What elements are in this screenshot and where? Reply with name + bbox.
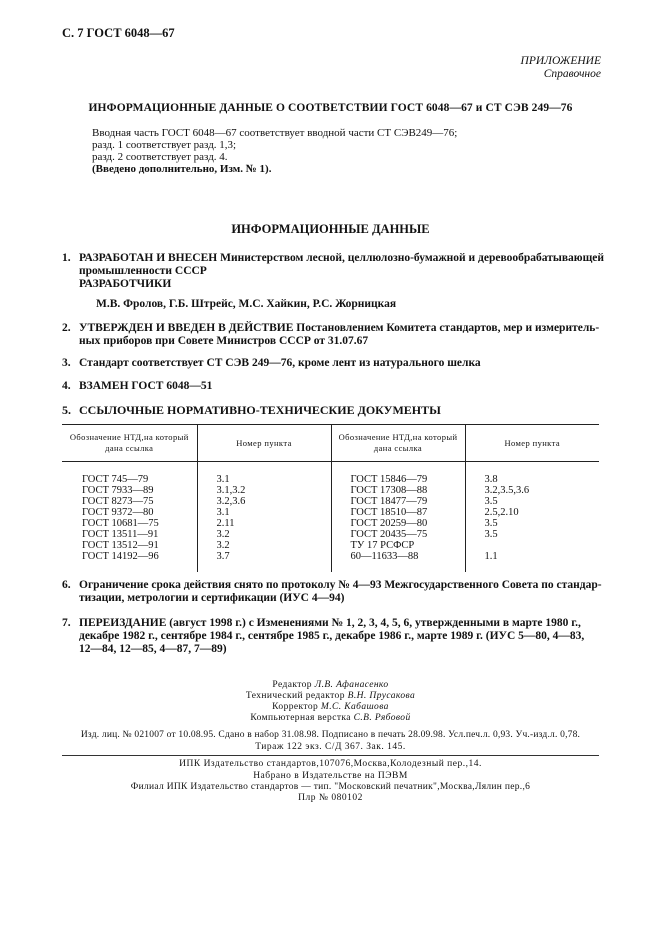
table-cell: ГОСТ 745—79	[62, 462, 197, 486]
compliance-title: ИНФОРМАЦИОННЫЕ ДАННЫЕ О СООТВЕТСТВИИ ГОСТ 6048—67 и СТ СЭВ 249—76	[88, 102, 573, 114]
table-cell: 3.2,3.6	[197, 496, 331, 507]
item-number: 6.	[62, 579, 71, 591]
table-cell: ГОСТ 20259—80	[331, 518, 465, 529]
table-cell: 3.5	[484, 518, 498, 529]
table-row	[62, 507, 599, 518]
item-text: Ограничение срока действия снято по протоколу № 4—93 Межгосударственного Совета по стандар-	[79, 579, 602, 591]
table-cell: 60—11633—88	[331, 551, 465, 572]
table-cell: ГОСТ 17308—88	[331, 485, 465, 496]
credit-editor: Редактор Л.В. Афанасенко	[272, 680, 389, 690]
compliance-text	[92, 127, 457, 175]
credit-proofreader: Корректор М.С. Кабашова	[272, 702, 389, 712]
table-row	[62, 496, 599, 507]
table-cell: ГОСТ 13512—91	[62, 540, 197, 551]
table-cell: ГОСТ 14192—96	[62, 551, 197, 572]
imprint-line-3: ИПК Издательство стандартов,107076,Москва,Колодезный пер.,14.	[179, 759, 482, 769]
item-text: ных приборов при Совете Министров СССР от 31.07.67	[79, 335, 369, 347]
table-cell	[465, 540, 599, 551]
table-cell: 2.5,2.10	[484, 507, 519, 518]
info-item-2	[62, 322, 599, 348]
item-text: ССЫЛОЧНЫЕ НОРМАТИВНО-ТЕХНИЧЕСКИЕ ДОКУМЕНТЫ	[79, 403, 441, 417]
col-header-ntd: Обозначение НТД,на который дана ссылка	[62, 425, 197, 462]
table-row	[62, 485, 599, 496]
table-cell: 3.2	[197, 529, 331, 540]
table-row	[62, 518, 599, 529]
table-row	[62, 462, 599, 486]
imprint-line-6: Плр № 080102	[298, 793, 363, 803]
table-cell: 3.2,3.5,3.6	[484, 485, 530, 496]
compliance-note: (Введено дополнительно, Изм. № 1).	[92, 163, 272, 175]
item-number: 5.	[62, 403, 71, 417]
item-number: 4.	[62, 380, 71, 392]
table-cell: 2.11	[197, 518, 331, 529]
item-text: РАЗРАБОТЧИКИ	[79, 278, 172, 290]
developers-list: М.В. Фролов, Г.Б. Штрейс, М.С. Хайкин, Р.С. Жорницкая	[96, 298, 397, 310]
table-cell: 3.7	[197, 551, 331, 572]
table-cell: 3.5	[484, 496, 498, 507]
item-number: 3.	[62, 357, 71, 369]
item-text: РАЗРАБОТАН И ВНЕСЕН Министерством лесной, целлюлозно-бумажной и деревообрабатывающей	[79, 252, 605, 264]
info-title: ИНФОРМАЦИОННЫЕ ДАННЫЕ	[231, 222, 430, 236]
item-text: декабре 1982 г., сентябре 1984 г., сентябре 1985 г., декабре 1986 г., марте 1989 г. (ИУС 5—80, 4—83,	[79, 630, 585, 642]
imprint-line-1: Изд. лиц. № 021007 от 10.08.95. Сдано в набор 31.08.98. Подписано в печать 28.09.98. Усл.печ.л. 0,93. Уч.-изд.л. 0,78.	[80, 730, 581, 740]
table-cell: ГОСТ 13511—91	[62, 529, 197, 540]
info-item-5	[62, 404, 441, 417]
appendix-title: ПРИЛОЖЕНИЕ	[520, 55, 601, 67]
item-text: ВЗАМЕН ГОСТ 6048—51	[79, 380, 213, 392]
info-item-6	[62, 579, 602, 605]
item-text: УТВЕРЖДЕН И ВВЕДЕН В ДЕЙСТВИЕ Постановлением Комитета стандартов, мер и измеритель-	[79, 322, 600, 334]
compliance-line: Вводная часть ГОСТ 6048—67 соответствует вводной части СТ СЭВ249—76;	[92, 127, 458, 139]
table-cell: ГОСТ 7933—89	[62, 485, 197, 496]
appendix-subtitle: Справочное	[543, 68, 601, 80]
table-cell: ГОСТ 18510—87	[331, 507, 465, 518]
table-row	[62, 551, 599, 572]
item-number: 1.	[62, 252, 71, 264]
info-item-4	[62, 380, 212, 393]
table-cell: ГОСТ 15846—79	[331, 462, 465, 486]
table-cell: 3.5	[484, 529, 498, 540]
table-cell: ТУ 17 РСФСР	[331, 540, 465, 551]
item-text: 12—84, 12—85, 4—87, 7—89)	[79, 643, 227, 655]
page-header: С. 7 ГОСТ 6048—67	[62, 26, 175, 40]
table-cell: ГОСТ 8273—75	[62, 496, 197, 507]
table-cell: 3.1	[197, 507, 331, 518]
table-cell: ГОСТ 18477—79	[331, 496, 465, 507]
compliance-line: разд. 1 соответствует разд. 1,3;	[92, 139, 237, 151]
table-cell: 1.1	[484, 551, 498, 562]
col-header-ntd: Обозначение НТД,на который дана ссылка	[331, 425, 465, 462]
imprint-line-2: Тираж 122 экз. С/Д 367. Зак. 145.	[255, 742, 406, 752]
credits-block	[0, 680, 661, 724]
info-item-7	[62, 617, 584, 656]
item-number: 7.	[62, 617, 71, 629]
info-item-3	[62, 357, 481, 370]
divider	[62, 755, 599, 756]
table-row	[62, 540, 599, 551]
col-header-clause: Номер пункта	[465, 425, 599, 462]
credit-layout: Компьютерная верстка С.В. Рябовой	[250, 713, 411, 723]
table-cell: 3.1	[197, 462, 331, 486]
imprint-line-4: Набрано в Издательстве на ПЭВМ	[253, 771, 408, 781]
table-cell: ГОСТ 10681—75	[62, 518, 197, 529]
table-cell: 3.2	[197, 540, 331, 551]
item-number: 2.	[62, 322, 71, 334]
item-text: Стандарт соответствует СТ СЭВ 249—76, кроме лент из натурального шелка	[79, 357, 481, 369]
references-table	[62, 424, 599, 572]
item-text: ПЕРЕИЗДАНИЕ (август 1998 г.) с Изменениями № 1, 2, 3, 4, 5, 6, утвержденными в марте 1980 г.,	[79, 617, 581, 629]
table-header-row	[62, 425, 599, 462]
credit-tech-editor: Технический редактор В.Н. Прусакова	[245, 691, 416, 701]
compliance-line: разд. 2 соответствует разд. 4.	[92, 151, 228, 163]
col-header-clause: Номер пункта	[197, 425, 331, 462]
appendix-label	[521, 55, 601, 81]
item-text: тизации, метрологии и сертификации (ИУС 4—94)	[79, 592, 345, 604]
table-cell: 3.8	[484, 474, 498, 485]
imprint-line-5: Филиал ИПК Издательство стандартов — тип. "Московский печатник",Москва,Лялин пер.,6	[130, 782, 531, 792]
table-row	[62, 529, 599, 540]
table-cell: 3.1,3.2	[197, 485, 331, 496]
table-cell: ГОСТ 9372—80	[62, 507, 197, 518]
table-cell: ГОСТ 20435—75	[331, 529, 465, 540]
item-text: промышленности СССР	[79, 265, 207, 277]
info-item-1	[62, 252, 604, 291]
